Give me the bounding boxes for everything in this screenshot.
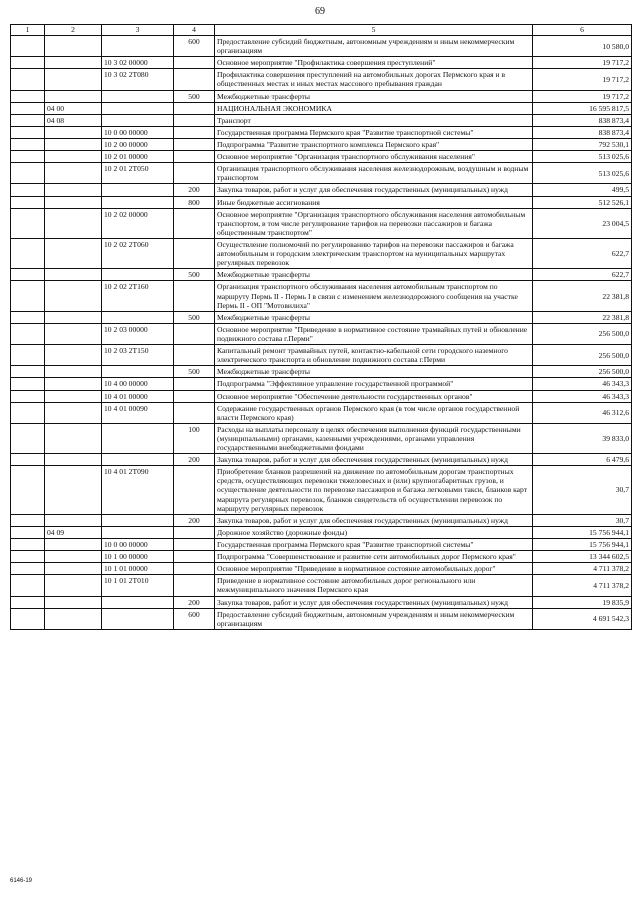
table-cell-c1 (11, 57, 45, 69)
table-row (11, 514, 632, 526)
table-cell-c3 (102, 454, 174, 466)
table-cell-c1 (11, 575, 45, 596)
table-cell-c1 (11, 323, 45, 344)
table-cell-c6: 19 717,2 (533, 90, 632, 102)
table-row (11, 151, 632, 163)
table-cell-c5: Основное мероприятие "Приведение в нормативное состояние трамвайных путей и обновление подвижного состава г.Перми" (215, 323, 533, 344)
table-cell-c6: 256 500,0 (533, 345, 632, 366)
table-cell-c2 (45, 608, 102, 629)
table-cell-c5: Межбюджетные трансферты (215, 269, 533, 281)
table-cell-c1 (11, 238, 45, 268)
table-cell-c2 (45, 563, 102, 575)
table-cell-c4 (174, 281, 215, 311)
table-cell-c6: 256 500,0 (533, 323, 632, 344)
table-cell-c2 (45, 311, 102, 323)
table-cell-c2 (45, 36, 102, 57)
table-cell-c4 (174, 539, 215, 551)
table-cell-c5: НАЦИОНАЛЬНАЯ ЭКОНОМИКА (215, 102, 533, 114)
table-cell-c5: Расходы на выплаты персоналу в целях обеспечения выполнения функций государственными (муниципальными) органами, казенными учреждениями, органами управления государственными внебюджетными фондами (215, 423, 533, 453)
table-cell-c1 (11, 466, 45, 515)
table-cell-c4: 200 (174, 184, 215, 196)
table-cell-c6: 513 025,6 (533, 163, 632, 184)
budget-table (10, 24, 632, 630)
table-cell-c6: 4 691 542,3 (533, 608, 632, 629)
table-cell-c4 (174, 114, 215, 126)
table-cell-c4 (174, 138, 215, 150)
table-row (11, 345, 632, 366)
table-cell-c5: Предоставление субсидий бюджетным, автономным учреждениям и иным некоммерческим организациям (215, 36, 533, 57)
table-cell-c3: 10 2 03 00000 (102, 323, 174, 344)
table-row (11, 126, 632, 138)
table-row (11, 526, 632, 538)
table-cell-c6: 4 711 378,2 (533, 575, 632, 596)
table-cell-c4 (174, 69, 215, 90)
table-cell-c3 (102, 608, 174, 629)
table-body (11, 36, 632, 630)
table-cell-c4: 600 (174, 608, 215, 629)
table-cell-c5: Приведение в нормативное состояние автомобильных дорог регионального или межмуниципального значения Пермского края (215, 575, 533, 596)
table-cell-c3 (102, 311, 174, 323)
table-cell-c2: 04 08 (45, 114, 102, 126)
column-header: 3 (102, 25, 174, 36)
table-cell-c5: Основное мероприятие "Приведение в нормативное состояние автомобильных дорог" (215, 563, 533, 575)
table-cell-c4 (174, 238, 215, 268)
table-cell-c2 (45, 454, 102, 466)
table-cell-c6: 19 835,9 (533, 596, 632, 608)
table-cell-c2 (45, 196, 102, 208)
table-cell-c5: Подпрограмма "Развитие транспортного комплекса Пермского края" (215, 138, 533, 150)
table-cell-c2 (45, 551, 102, 563)
table-cell-c6: 22 381,8 (533, 311, 632, 323)
table-cell-c1 (11, 90, 45, 102)
table-cell-c6: 256 500,0 (533, 366, 632, 378)
table-cell-c2 (45, 323, 102, 344)
table-cell-c2 (45, 184, 102, 196)
table-cell-c1 (11, 311, 45, 323)
table-cell-c4: 100 (174, 423, 215, 453)
table-cell-c6: 46 343,3 (533, 378, 632, 390)
table-cell-c5: Основное мероприятие "Организация транспортного обслуживания населения" (215, 151, 533, 163)
table-cell-c2 (45, 163, 102, 184)
table-row (11, 454, 632, 466)
table-cell-c5: Основное мероприятие "Обеспечение деятельности государственных органов" (215, 390, 533, 402)
table-cell-c2 (45, 208, 102, 238)
table-cell-c2 (45, 539, 102, 551)
table-row (11, 238, 632, 268)
table-row (11, 323, 632, 344)
table-cell-c6: 15 756 944,1 (533, 526, 632, 538)
table-cell-c1 (11, 126, 45, 138)
table-cell-c6: 23 004,5 (533, 208, 632, 238)
table-row (11, 402, 632, 423)
table-cell-c3 (102, 423, 174, 453)
table-cell-c1 (11, 184, 45, 196)
table-cell-c1 (11, 551, 45, 563)
table-cell-c5: Содержание государственных органов Пермского края (в том числе органов государственной власти Пермского края) (215, 402, 533, 423)
table-cell-c5: Транспорт (215, 114, 533, 126)
table-cell-c6: 6 479,6 (533, 454, 632, 466)
table-cell-c6: 30,7 (533, 466, 632, 515)
table-cell-c2 (45, 366, 102, 378)
table-cell-c2 (45, 57, 102, 69)
table-cell-c6: 10 580,0 (533, 36, 632, 57)
table-row (11, 281, 632, 311)
table-cell-c5: Межбюджетные трансферты (215, 90, 533, 102)
table-row (11, 608, 632, 629)
table-cell-c6: 22 381,8 (533, 281, 632, 311)
table-cell-c2 (45, 69, 102, 90)
table-cell-c4 (174, 102, 215, 114)
table-cell-c3: 10 3 02 2Т080 (102, 69, 174, 90)
table-cell-c2 (45, 90, 102, 102)
table-cell-c6: 30,7 (533, 514, 632, 526)
table-cell-c4 (174, 151, 215, 163)
table-row (11, 366, 632, 378)
table-cell-c4 (174, 323, 215, 344)
table-cell-c3 (102, 90, 174, 102)
table-row (11, 102, 632, 114)
table-cell-c3: 10 0 00 00000 (102, 126, 174, 138)
table-cell-c3: 10 3 02 00000 (102, 57, 174, 69)
table-row (11, 196, 632, 208)
table-cell-c5: Межбюджетные трансферты (215, 311, 533, 323)
table-row (11, 311, 632, 323)
table-cell-c5: Межбюджетные трансферты (215, 366, 533, 378)
table-cell-c5: Иные бюджетные ассигнования (215, 196, 533, 208)
table-cell-c3: 10 4 01 00000 (102, 390, 174, 402)
table-cell-c5: Профилактика совершения преступлений на автомобильных дорогах Пермского края и в общественных местах и иных местах массового пребывания граждан (215, 69, 533, 90)
table-cell-c3: 10 4 00 00000 (102, 378, 174, 390)
table-cell-c1 (11, 526, 45, 538)
table-cell-c2 (45, 575, 102, 596)
table-cell-c1 (11, 114, 45, 126)
table-cell-c4 (174, 575, 215, 596)
table-row (11, 90, 632, 102)
table-cell-c3: 10 0 00 00000 (102, 539, 174, 551)
table-row (11, 69, 632, 90)
table-cell-c3: 10 2 01 2Т050 (102, 163, 174, 184)
table-cell-c4: 500 (174, 366, 215, 378)
table-cell-c6: 792 530,1 (533, 138, 632, 150)
table-cell-c3: 10 2 00 00000 (102, 138, 174, 150)
table-cell-c1 (11, 102, 45, 114)
table-row (11, 563, 632, 575)
table-cell-c3: 10 2 02 2Т160 (102, 281, 174, 311)
table-cell-c6: 46 312,6 (533, 402, 632, 423)
table-cell-c5: Капитальный ремонт трамвайных путей, контактно-кабельной сети городского наземного электрического транспорта и обновление подвижного состава г.Перми (215, 345, 533, 366)
table-cell-c3 (102, 596, 174, 608)
table-cell-c1 (11, 269, 45, 281)
table-cell-c1 (11, 163, 45, 184)
table-cell-c4 (174, 390, 215, 402)
table-cell-c4: 200 (174, 514, 215, 526)
table-cell-c4 (174, 551, 215, 563)
table-row (11, 208, 632, 238)
table-cell-c6: 4 711 378,2 (533, 563, 632, 575)
table-cell-c2 (45, 138, 102, 150)
table-row (11, 390, 632, 402)
table-cell-c2 (45, 390, 102, 402)
table-row (11, 466, 632, 515)
table-cell-c1 (11, 345, 45, 366)
table-cell-c1 (11, 208, 45, 238)
table-cell-c4: 500 (174, 311, 215, 323)
table-cell-c5: Закупка товаров, работ и услуг для обеспечения государственных (муниципальных) нужд (215, 184, 533, 196)
table-cell-c1 (11, 36, 45, 57)
table-cell-c4 (174, 345, 215, 366)
table-cell-c1 (11, 596, 45, 608)
table-cell-c1 (11, 281, 45, 311)
table-cell-c2: 04 00 (45, 102, 102, 114)
table-cell-c1 (11, 514, 45, 526)
table-cell-c5: Закупка товаров, работ и услуг для обеспечения государственных (муниципальных) нужд (215, 514, 533, 526)
table-row (11, 596, 632, 608)
table-row (11, 539, 632, 551)
table-cell-c1 (11, 608, 45, 629)
table-cell-c1 (11, 378, 45, 390)
table-row (11, 138, 632, 150)
table-cell-c6: 622,7 (533, 238, 632, 268)
table-cell-c2 (45, 281, 102, 311)
table-cell-c6: 19 717,2 (533, 57, 632, 69)
table-cell-c1 (11, 563, 45, 575)
column-header: 4 (174, 25, 215, 36)
table-cell-c2: 04 09 (45, 526, 102, 538)
table-cell-c2 (45, 466, 102, 515)
column-header: 1 (11, 25, 45, 36)
table-cell-c2 (45, 151, 102, 163)
table-cell-c3: 10 2 02 00000 (102, 208, 174, 238)
table-cell-c3: 10 2 01 00000 (102, 151, 174, 163)
table-cell-c5: Осуществление полномочий по регулированию тарифов на перевозки пассажиров и багажа автомобильным и городским электрическим транспортом на муниципальных маршрутах регулярных перевозок (215, 238, 533, 268)
table-cell-c2 (45, 378, 102, 390)
table-cell-c4: 600 (174, 36, 215, 57)
table-cell-c6: 513 025,6 (533, 151, 632, 163)
table-cell-c6: 622,7 (533, 269, 632, 281)
table-cell-c2 (45, 238, 102, 268)
table-cell-c3 (102, 366, 174, 378)
table-cell-c4 (174, 526, 215, 538)
column-header: 2 (45, 25, 102, 36)
table-row (11, 163, 632, 184)
table-cell-c4 (174, 378, 215, 390)
table-cell-c6: 499,5 (533, 184, 632, 196)
table-cell-c2 (45, 402, 102, 423)
table-cell-c5: Государственная программа Пермского края "Развитие транспортной системы" (215, 539, 533, 551)
table-cell-c5: Закупка товаров, работ и услуг для обеспечения государственных (муниципальных) нужд (215, 596, 533, 608)
table-row (11, 551, 632, 563)
table-cell-c4 (174, 466, 215, 515)
table-cell-c1 (11, 454, 45, 466)
table-row (11, 269, 632, 281)
table-cell-c3 (102, 102, 174, 114)
table-cell-c5: Подпрограмма "Совершенствование и развитие сети автомобильных дорог Пермского края" (215, 551, 533, 563)
table-cell-c5: Основное мероприятие "Профилактика совершения преступлений" (215, 57, 533, 69)
table-row (11, 57, 632, 69)
table-cell-c3: 10 1 01 2Т010 (102, 575, 174, 596)
table-cell-c2 (45, 345, 102, 366)
table-cell-c6: 838 873,4 (533, 126, 632, 138)
table-cell-c4: 200 (174, 596, 215, 608)
table-row (11, 36, 632, 57)
table-cell-c1 (11, 138, 45, 150)
column-header: 5 (215, 25, 533, 36)
table-cell-c5: Государственная программа Пермского края "Развитие транспортной системы" (215, 126, 533, 138)
table-cell-c3 (102, 514, 174, 526)
table-cell-c1 (11, 69, 45, 90)
column-header: 6 (533, 25, 632, 36)
table-row (11, 184, 632, 196)
table-cell-c3: 10 2 02 2Т060 (102, 238, 174, 268)
table-cell-c6: 15 756 944,1 (533, 539, 632, 551)
table-cell-c2 (45, 596, 102, 608)
table-cell-c6: 19 717,2 (533, 69, 632, 90)
table-cell-c4 (174, 402, 215, 423)
table-cell-c2 (45, 126, 102, 138)
table-row (11, 575, 632, 596)
footer-code: 6146-19 (10, 878, 33, 884)
table-row (11, 423, 632, 453)
table-cell-c3: 10 1 01 00000 (102, 563, 174, 575)
table-cell-c4 (174, 126, 215, 138)
table-cell-c3: 10 1 00 00000 (102, 551, 174, 563)
table-cell-c4: 800 (174, 196, 215, 208)
table-cell-c3 (102, 36, 174, 57)
table-cell-c4: 500 (174, 90, 215, 102)
table-cell-c2 (45, 423, 102, 453)
table-cell-c3 (102, 184, 174, 196)
table-cell-c4 (174, 57, 215, 69)
table-cell-c6: 13 344 602,5 (533, 551, 632, 563)
table-cell-c5: Организация транспортного обслуживания населения железнодорожным, воздушным и водным транспортом (215, 163, 533, 184)
table-cell-c1 (11, 402, 45, 423)
table-cell-c1 (11, 390, 45, 402)
table-cell-c3: 10 4 01 2Т090 (102, 466, 174, 515)
table-cell-c5: Предоставление субсидий бюджетным, автономным учреждениям и иным некоммерческим организациям (215, 608, 533, 629)
table-cell-c4 (174, 208, 215, 238)
table-cell-c1 (11, 366, 45, 378)
table-cell-c6: 838 873,4 (533, 114, 632, 126)
table-cell-c2 (45, 514, 102, 526)
table-cell-c5: Приобретение бланков разрешений на движение по автомобильным дорогам транспортных средств, осуществляющих перевозки тяжеловесных и (или) крупногабаритных грузов, и осуществление деятельности по перевозке пассажиров и багажа легковыми такси, бланков карт маршрута регулярных перевозок, бланков свидетельств об осуществлении перевозок по маршруту регулярных перевозок (215, 466, 533, 515)
table-cell-c1 (11, 151, 45, 163)
table-header-row (11, 25, 632, 36)
table-row (11, 378, 632, 390)
table-cell-c5: Основное мероприятие "Организация транспортного обслуживания населения автомобильным транспортом, в том числе регулирование тарифов на перевозки пассажиров и багажа общественным транспортом" (215, 208, 533, 238)
table-cell-c5: Дорожное хозяйство (дорожные фонды) (215, 526, 533, 538)
table-cell-c5: Подпрограмма "Эффективное управление государственной программой" (215, 378, 533, 390)
table-cell-c1 (11, 423, 45, 453)
table-cell-c4 (174, 563, 215, 575)
table-cell-c1 (11, 539, 45, 551)
table-cell-c3: 10 2 03 2Т150 (102, 345, 174, 366)
table-cell-c5: Организация транспортного обслуживания населения автомобильным транспортом по маршруту Пермь II - Пермь I в связи с изменением железнодорожного сообщения на участке Пермь II - ОП "Мотовилиха" (215, 281, 533, 311)
table-cell-c6: 46 343,3 (533, 390, 632, 402)
table-cell-c6: 512 526,1 (533, 196, 632, 208)
table-cell-c6: 39 833,0 (533, 423, 632, 453)
table-cell-c6: 16 595 817,5 (533, 102, 632, 114)
table-cell-c4: 500 (174, 269, 215, 281)
table-cell-c4 (174, 163, 215, 184)
table-cell-c3 (102, 269, 174, 281)
table-cell-c1 (11, 196, 45, 208)
table-cell-c3 (102, 196, 174, 208)
page-number: 69 (315, 6, 325, 17)
table-cell-c3 (102, 114, 174, 126)
table-cell-c4: 200 (174, 454, 215, 466)
table-cell-c3: 10 4 01 00090 (102, 402, 174, 423)
table-cell-c2 (45, 269, 102, 281)
table-row (11, 114, 632, 126)
table-cell-c5: Закупка товаров, работ и услуг для обеспечения государственных (муниципальных) нужд (215, 454, 533, 466)
table-cell-c3 (102, 526, 174, 538)
